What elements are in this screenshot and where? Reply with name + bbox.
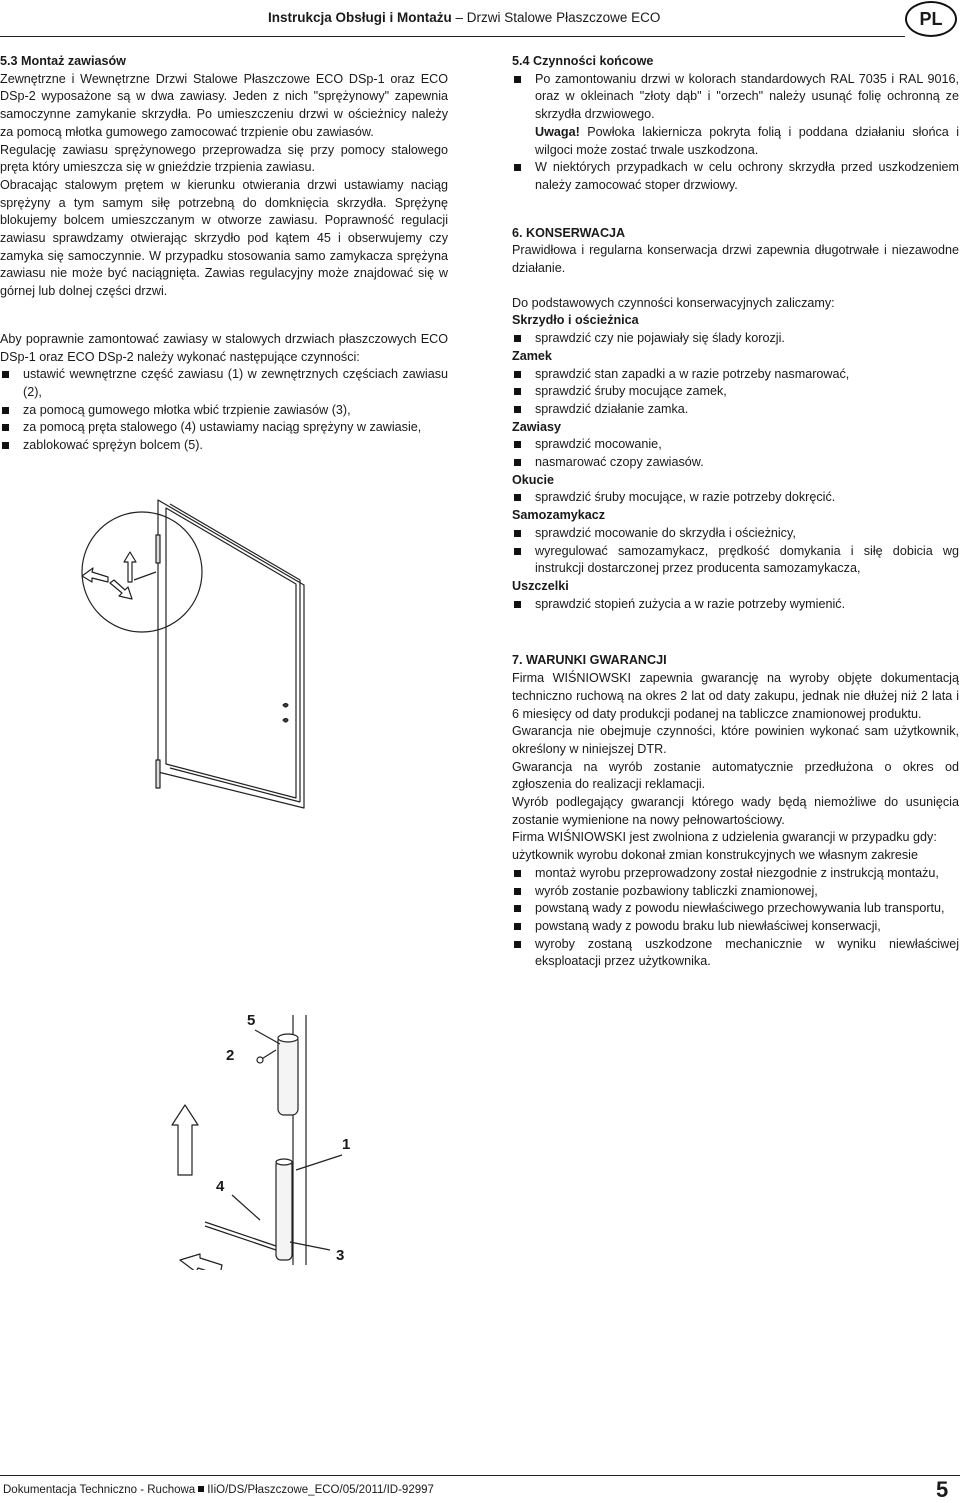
left-column: [0, 53, 448, 455]
warning-label: Uwaga!: [535, 124, 580, 139]
section-6-paragraph-2: Do podstawowych czynności konserwacyjnych zaliczamy:: [512, 295, 835, 310]
maintenance-group-title: Skrzydło i ościeżnica: [512, 313, 639, 328]
list-item: za pomocą gumowego młotka wbić trzpienie zawiasów (3),: [0, 402, 448, 420]
section-5-3-paragraph-2: Regulację zawiasu sprężynowego przeprowadza się przy pomocy stalowego pręta który umieszcza się w gnieździe trzpienia zawiasu.: [0, 142, 448, 175]
list-item: [512, 71, 959, 160]
list-item: wyrób zostanie pozbawiony tabliczki znamionowej,: [512, 883, 959, 901]
section-5-4-title: 5.4 Czynności końcowe: [512, 54, 654, 68]
list-item: za pomocą pręta stalowego (4) ustawiamy naciąg sprężyny w zawiasie,: [0, 419, 448, 437]
list-item: sprawdzić śruby mocujące, w razie potrzeby dokręcić.: [512, 489, 959, 507]
list-item: W niektórych przypadkach w celu ochrony skrzydła przed uszkodzeniem należy zamocować stoper drzwiowy.: [512, 159, 959, 194]
section-7-paragraph-1: Firma WIŚNIOWSKI zapewnia gwarancję na wyroby objęte dokumentacją techniczno ruchową na okres 2 lat od daty zakupu, jednak nie dłużej niż 2 lata i 6 miesięcy od daty produkcji podanej na tabliczce znamionowej produktu.: [512, 671, 959, 721]
hinge-steps-list: [0, 366, 448, 455]
maintenance-group-list: [512, 489, 959, 507]
separator-square-icon: [198, 1486, 204, 1492]
warning-text: Powłoka lakiernicza pokryta folią i poddana działaniu słońca i wilgoci może zostać trwale uszkodzona.: [535, 124, 959, 157]
footer-text: [3, 1484, 434, 1496]
list-item-text: Po zamontowaniu drzwi w kolorach standardowych RAL 7035 i RAL 9016, oraz w okleinach "złoty dąb" i "orzech" należy usunąć folię ochronną ze skrzydła drzwiowego.: [535, 71, 959, 122]
maintenance-group-list: [512, 330, 959, 348]
section-7-paragraph-4: Wyrób podlegający gwarancji którego wady będą niemożliwe do usunięcia zostanie wymienione na nowy pełnowartościowy.: [512, 795, 959, 827]
section-6-title: 6. KONSERWACJA: [512, 225, 626, 240]
section-5-3-title: 5.3 Montaż zawiasów: [0, 54, 126, 68]
header-title-rest: – Drzwi Stalowe Płaszczowe ECO: [451, 10, 661, 25]
detail-circle: [82, 512, 202, 632]
list-item: wyregulować samozamykacz, prędkość domykania i siłę dobicia wg instrukcji dostarczonej przez producenta samozamykacza,: [512, 543, 959, 578]
left-arrow-icon: [82, 568, 108, 582]
upper-hinge: [156, 535, 160, 563]
up-arrow-icon: [124, 552, 136, 582]
hinge-part-2: [278, 1035, 298, 1115]
footer-doc-type: Dokumentacja Techniczno - Ruchowa: [3, 1484, 196, 1496]
list-item: ustawić wewnętrzne część zawiasu (1) w zewnętrznych częściach zawiasu (2),: [0, 366, 448, 401]
header-title-bold: Instrukcja Obsługi i Montażu: [268, 10, 452, 25]
warranty-exclusions-list: [512, 865, 959, 971]
page-number: 5: [936, 1477, 949, 1502]
final-steps-list: [512, 71, 959, 195]
section-7-paragraph-2: Gwarancja nie obejmuje czynności, które powinien wykonać sam użytkownik, określony w niniejszej DTR.: [512, 724, 959, 756]
language-badge: PL: [905, 1, 957, 37]
maintenance-group-list: [512, 596, 959, 614]
list-item: powstaną wady z powodu niewłaściwego przechowywania lub transportu,: [512, 900, 959, 918]
figure-label-1: 1: [342, 1136, 351, 1153]
section-6-paragraph-1: Prawidłowa i regularna konserwacja drzwi zapewnia długotrwałe i niezawodne działanie.: [512, 243, 959, 276]
maintenance-group-title: Okucie: [512, 472, 554, 487]
figure-label-3: 3: [336, 1247, 345, 1264]
list-item: sprawdzić mocowanie do skrzydła i ościeżnicy,: [512, 525, 959, 543]
footer-rule: [0, 1475, 960, 1476]
maintenance-group-list: [512, 436, 959, 471]
section-7-paragraph-3: Gwarancja na wyrób zostanie automatycznie przedłużona o okres od zgłoszenia do realizacji reklamacji.: [512, 759, 959, 792]
hinge-part-1: [276, 1160, 292, 1260]
right-column: [512, 53, 959, 971]
maintenance-group-title: Uszczelki: [512, 578, 569, 593]
list-item: sprawdzić mocowanie,: [512, 436, 959, 454]
list-item: zablokować sprężyn bolcem (5).: [0, 437, 448, 455]
section-5-3-paragraph-1: Zewnętrzne i Wewnętrzne Drzwi Stalowe Płaszczowe ECO DSp-1 oraz ECO DSp-2 wyposażone są w dwa zawiasy. Jeden z nich "sprężynowy" zapewnia samoczynne zamykanie skrzydła. Po umieszczeniu drzwi w ościeżnicy należy za pomocą młotka gumowego zamocować trzpienie obu zawiasów.: [0, 71, 448, 139]
figure-label-2: 2: [226, 1047, 235, 1064]
maintenance-group-list: [512, 525, 959, 578]
list-item: wyroby zostaną uszkodzone mechanicznie w wyniku niewłaściwej eksploatacji przez użytkownika.: [512, 936, 959, 971]
section-7-paragraph-6: użytkownik wyrobu dokonał zmian konstrukcyjnych we własnym zakresie: [512, 848, 918, 863]
list-item: powstaną wady z powodu braku lub niewłaściwej konserwacji,: [512, 918, 959, 936]
section-7-paragraph-5: Firma WIŚNIOWSKI jest zwolniona z udzielenia gwarancji w przypadku gdy:: [512, 830, 937, 845]
header-rule: [0, 36, 905, 37]
list-item: sprawdzić działanie zamka.: [512, 401, 959, 419]
list-item: sprawdzić stopień zużycia a w razie potrzeby wymienić.: [512, 596, 959, 614]
section-5-3-paragraph-3: Obracając stalowym prętem w kierunku otwierania drzwi ustawiamy naciąg sprężyny a tym samym siłę potrzebną do domknięcia skrzydła. Sprężynę blokujemy bolcem umieszczanym w otworze zawiasu. Poprawność regulacji zawiasu sprawdzamy otwierając skrzydło pod kątem 45 i obserwujemy czy zamyka się samoczynnie. W przypadku stosowania samo zamykacza sprężyna zawiasu nie może być naciągnięta. Zawias regulacyjny może znajdować się w górnej lub dolnej części drzwi.: [0, 177, 448, 299]
maintenance-group-list: [512, 366, 959, 419]
list-item: nasmarować czopy zawiasów.: [512, 454, 959, 472]
lower-hinge: [156, 760, 160, 788]
door-leaf: [166, 508, 296, 798]
figure-label-5: 5: [247, 1012, 256, 1029]
hinge-assembly-figure: [110, 1010, 430, 1270]
list-item: montaż wyrobu przeprowadzony został niezgodnie z instrukcją montażu,: [512, 865, 959, 883]
header-title: [268, 10, 660, 25]
maintenance-group-title: Samozamykacz: [512, 508, 606, 523]
figure-label-4: 4: [216, 1178, 225, 1195]
direction-arrow-icon: [180, 1254, 222, 1270]
list-item: sprawdzić czy nie pojawiały się ślady korozji.: [512, 330, 959, 348]
section-7-title: 7. WARUNKI GWARANCJI: [512, 653, 667, 668]
up-arrow-icon: [172, 1105, 198, 1175]
door-installation-figure: [70, 480, 330, 810]
footer-doc-code: IIiO/DS/Płaszczowe_ECO/05/2011/ID-92997: [207, 1484, 434, 1496]
list-item: sprawdzić stan zapadki a w razie potrzeby nasmarować,: [512, 366, 959, 384]
list-item: sprawdzić śruby mocujące zamek,: [512, 383, 959, 401]
maintenance-group-title: Zawiasy: [512, 419, 562, 434]
maintenance-group-title: Zamek: [512, 348, 552, 363]
steel-rod-4: [205, 1222, 276, 1246]
handle: [283, 704, 288, 723]
right-arrow-icon: [110, 580, 132, 599]
section-5-3-paragraph-4: Aby poprawnie zamontować zawiasy w stalowych drzwiach płaszczowych ECO DSp-1 oraz ECO DSp-2 należy wykonać następujące czynności:: [0, 331, 448, 364]
